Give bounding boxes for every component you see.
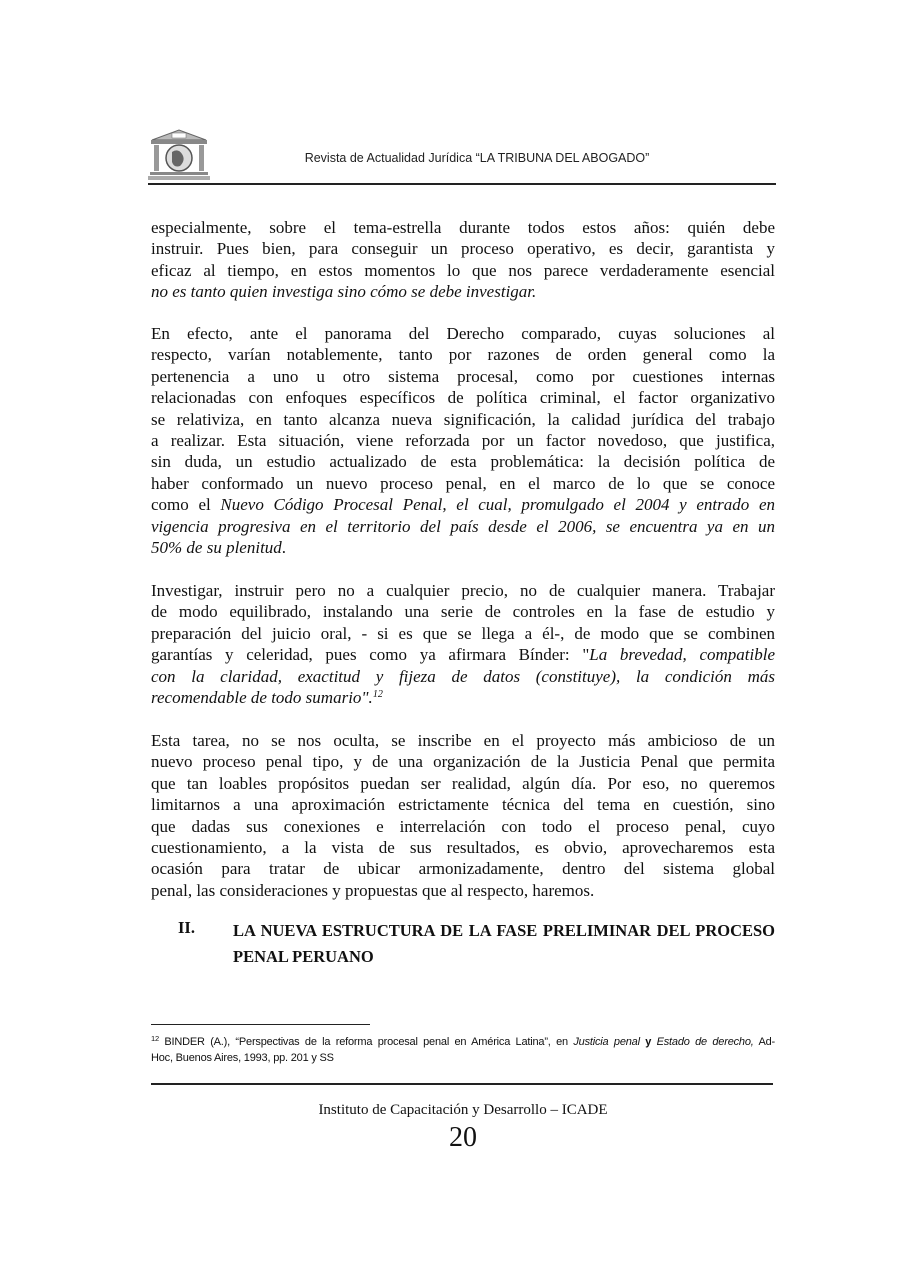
text-line — [151, 751, 775, 772]
text: cuestionamiento, a la vista de sus resultados, es obvio, aprovecharemos esta — [151, 837, 775, 857]
italic-text: 50% de su plenitud — [151, 537, 282, 557]
footnote-text: y — [639, 1036, 657, 1048]
text: que dadas sus conexiones e interrelación con todo el proceso penal, cuyo — [151, 816, 775, 836]
text-line — [151, 238, 775, 259]
text-line — [151, 858, 775, 879]
footnote-text: BINDER (A.), “Perspectivas de la reforma procesal penal en América Latina”, en — [158, 1036, 574, 1048]
text-line — [151, 387, 775, 408]
footnote-reference[interactable]: 12 — [372, 688, 383, 700]
text-line — [151, 773, 775, 794]
text: a realizar. Esta situación, viene reforzada por un factor novedoso, que justifica, — [151, 430, 775, 450]
text-line — [151, 730, 775, 751]
text: garantías y celeridad, pues como ya afirmara Bínder: " — [151, 645, 590, 665]
header-divider — [148, 183, 776, 185]
body-paragraph — [151, 217, 775, 303]
text: se relativiza, en tanto alcanza nueva significación, la calidad jurídica del trabajo — [151, 409, 775, 429]
text-line — [151, 794, 775, 815]
text: instruir. Pues bien, para conseguir un proceso operativo, es decir, garantista y — [151, 239, 775, 259]
italic-text: con la claridad, exactitud y fijeza de datos (constituye), la condición más — [151, 666, 775, 686]
footer-institution: Instituto de Capacitación y Desarrollo – ICADE — [318, 1102, 608, 1118]
text-line — [151, 623, 775, 644]
text-line — [151, 494, 775, 515]
text: relacionadas con enfoques específicos de política criminal, el factor organizativo — [151, 388, 775, 408]
footnote-separator — [151, 1024, 370, 1025]
footer-divider — [151, 1083, 773, 1085]
text: limitarnos a una aproximación estrictamente técnica del tema en cuestión, sino — [151, 795, 775, 815]
body-paragraph — [151, 580, 775, 708]
text: haber conformado un nuevo proceso penal, en el marco de lo que se conoce — [151, 473, 775, 493]
italic-text: La brevedad, compatible — [589, 645, 775, 665]
text: penal, las consideraciones y propuestas que al respecto, haremos. — [151, 880, 595, 900]
text-line — [151, 880, 775, 901]
footnote-number: 12 — [151, 1034, 159, 1043]
text-line — [151, 366, 775, 387]
footnote-text: Hoc, Buenos Aires, 1993, pp. 201 y SS — [151, 1052, 334, 1064]
text-line — [151, 580, 775, 601]
section-heading-line: PENAL PERUANO — [233, 947, 374, 966]
text: especialmente, sobre el tema-estrella durante todos estos años: quién debe — [151, 218, 775, 237]
text-line — [151, 644, 775, 665]
text-line — [151, 344, 775, 365]
text: Investigar, instruir pero no a cualquier precio, no de cualquier manera. Trabajar — [151, 581, 775, 600]
text-line — [151, 281, 775, 302]
journal-title: Revista de Actualidad Jurídica “LA TRIBUNA DEL ABOGADO” — [304, 151, 650, 165]
text: En efecto, ante el panorama del Derecho comparado, cuyas soluciones al — [151, 324, 775, 343]
italic-text: Nuevo Código Procesal Penal, el cual, promulgado el 2004 y entrado en — [220, 495, 775, 515]
italic-text: recomendable de todo sumario". — [151, 687, 373, 707]
text-line — [151, 217, 775, 238]
text-line — [151, 516, 775, 537]
text-line — [151, 409, 775, 430]
body-paragraph — [151, 730, 775, 901]
footnote-text: Ad- — [753, 1036, 775, 1048]
section-heading — [233, 918, 775, 970]
text-line — [151, 837, 775, 858]
page-number: 20 — [449, 1122, 477, 1153]
footnote-title: Justicia penal — [573, 1036, 640, 1048]
body-paragraph — [151, 323, 775, 558]
text: . — [281, 537, 287, 557]
section-number: II. — [178, 918, 195, 937]
text-line — [151, 537, 775, 558]
text: como el — [151, 495, 221, 515]
text: ocasión para tratar de ubicar armonizadamente, dentro del sistema global — [151, 859, 775, 879]
text: eficaz al tiempo, en estos momentos lo que nos parece verdaderamente esencial — [151, 260, 775, 280]
text: preparación del juicio oral, - si es que se llega a él-, de modo que se combinen — [151, 623, 775, 643]
text-line — [151, 601, 775, 622]
text-line — [151, 430, 775, 451]
footnote — [151, 1034, 775, 1066]
text: Esta tarea, no se nos oculta, se inscribe en el proyecto más ambicioso de un — [151, 731, 775, 750]
text: respecto, varían notablemente, tanto por razones de orden general como la — [151, 345, 775, 365]
text-line — [151, 451, 775, 472]
text-line — [151, 816, 775, 837]
italic-text: no es tanto quien investiga sino cómo se debe investigar. — [151, 282, 537, 302]
italic-text: vigencia progresiva en el territorio del país desde el 2006, se encuentra ya en un — [151, 516, 775, 536]
text: de modo equilibrado, instalando una serie de controles en la fase de estudio y — [151, 602, 775, 622]
text: sin duda, un estudio actualizado de esta problemática: la decisión política de — [151, 452, 775, 472]
icade-logo — [148, 128, 210, 182]
text-line — [151, 473, 775, 494]
text: pertenencia a uno u otro sistema procesal, como por cuestiones internas — [151, 366, 775, 386]
section-heading-line: LA NUEVA ESTRUCTURA DE LA FASE PRELIMINAR DEL PROCESO — [233, 921, 775, 940]
text: que tan loables propósitos puedan ser realidad, algún día. Por eso, no queremos — [151, 773, 775, 793]
text-line — [151, 687, 775, 708]
text-line — [151, 323, 775, 344]
text: nuevo proceso penal tipo, y de una organización de la Justicia Penal que permita — [151, 752, 775, 772]
footnote-title: Estado de derecho, — [656, 1036, 754, 1048]
text-line — [151, 666, 775, 687]
text-line — [151, 260, 775, 281]
